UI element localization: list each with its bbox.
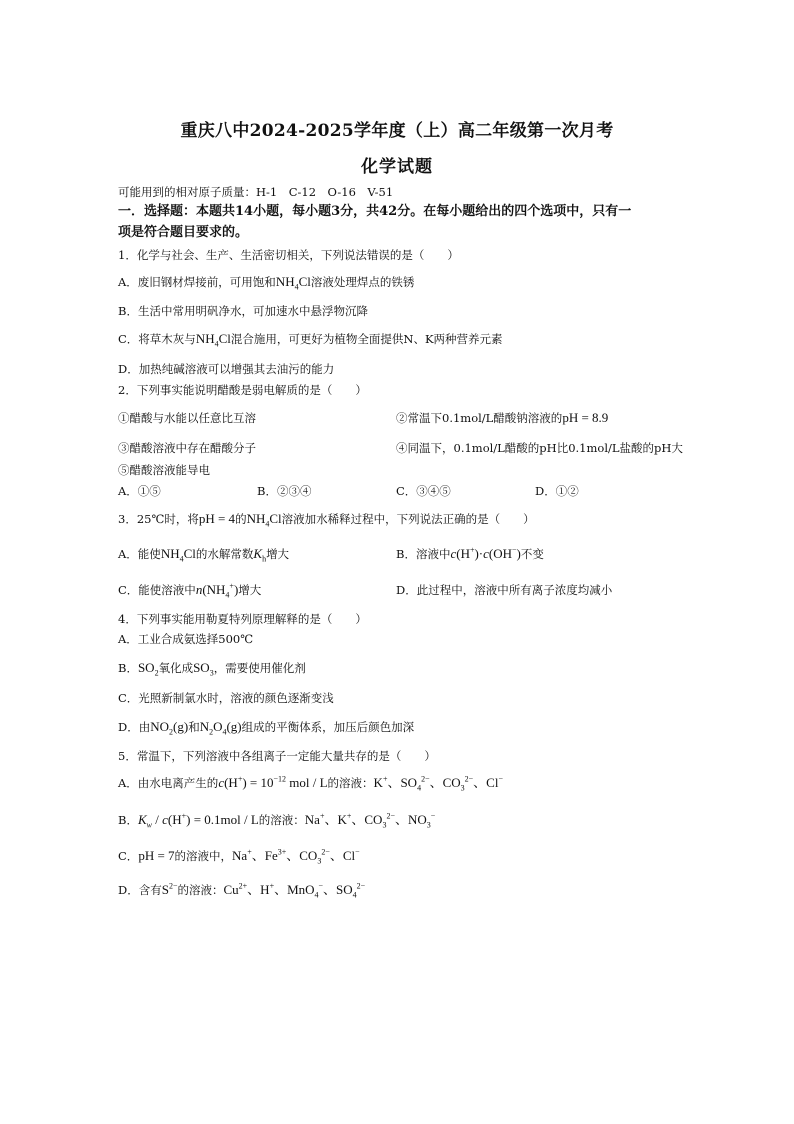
- exam-title: 重庆八中2024-2025学年度（上）高二年级第一次月考: [180, 121, 614, 141]
- q2-option-a: A．①⑤: [118, 484, 161, 498]
- q4-stem: 4．下列事实能用勒夏特列原理解释的是（ ）: [118, 612, 367, 626]
- q3-option-a: A．能使$NH_4Cl$的水解常数$K_h$增大: [118, 546, 290, 564]
- formula-nh4cl: $NH_4Cl$: [246, 511, 282, 529]
- q1-option-d: D．加热纯碱溶液可以增强其去油污的能力: [118, 362, 335, 376]
- section-heading-line2: 项是符合题目要求的。: [118, 225, 249, 240]
- q1-option-a: A．废旧钢材焊接前，可用饱和$NH_4Cl$溶液处理焊点的铁锈: [118, 274, 415, 292]
- q5-option-a: A．由水电离产生的$c(H^+) = 10^{-12}$ mol / L的溶液：K+、$SO_4^{2-}$、$CO_3^{2-}$、Cl−: [118, 774, 503, 793]
- q3-option-c: C．能使溶液中$n(NH_4^+)$增大: [118, 581, 262, 600]
- q5-option-c: C．pH = 7的溶液中，Na+、$Fe^{3+}$、$CO_3^{2-}$、Cl−: [118, 847, 360, 866]
- q2-statement-3: ③醋酸溶液中存在醋酸分子: [118, 441, 256, 455]
- q2-statement-5: ⑤醋酸溶液能导电: [118, 463, 210, 477]
- q3-option-b: B．溶液中c(H+)·c(OH−)不变: [396, 545, 544, 561]
- formula-nh4cl: $NH_4Cl$: [275, 274, 311, 292]
- q2-stem: 2．下列事实能说明醋酸是弱电解质的是（ ）: [118, 383, 367, 397]
- formula-nh4cl: $NH_4Cl$: [160, 546, 196, 564]
- q2-statement-1: ①醋酸与水能以任意比互溶: [118, 411, 256, 425]
- ion-list-a: K+、$SO_4^{2-}$、$CO_3^{2-}$、Cl−: [373, 774, 503, 793]
- q4-option-c: C．光照新制氯水时，溶液的颜色逐渐变浅: [118, 691, 334, 705]
- ion-list-d: $Cu^{2+}$、H+、MnO$_4$−、$SO_4^{2-}$: [223, 881, 366, 900]
- q2-statement-2: ②常温下0.1mol/L醋酸钠溶液的pH = 8.9: [396, 410, 609, 425]
- formula-no2: $NO_2(g)$: [150, 719, 189, 737]
- q3-stem: 3．25℃时，将pH = 4的$NH_4Cl$溶液加水稀释过程中，下列说法正确的是（ ）: [118, 511, 535, 529]
- formula-s2: $S^{2-}$: [161, 881, 178, 897]
- q4-option-a: A．工业合成氨选择500℃: [118, 632, 254, 646]
- q5-stem: 5．常温下，下列溶液中各组离子一定能大量共存的是（ ）: [118, 749, 436, 763]
- q1-stem: 1．化学与社会、生产、生活密切相关，下列说法错误的是（ ）: [118, 248, 459, 262]
- q5-option-b: B．$K_w / c(H^+) = 0.1mol / L$的溶液：Na+、K+、$CO_3^{2-}$、$NO_3^-$: [118, 811, 436, 830]
- atomic-mass-line: 可能用到的相对原子质量：H-1 C-12 O-16 V-51: [118, 185, 394, 199]
- q2-option-d: D．①②: [535, 484, 579, 498]
- formula-kw-ratio: $K_w / c(H^+) = 0.1mol / L$: [137, 811, 259, 830]
- q1-option-b: B．生活中常用明矾净水，可加速水中悬浮物沉降: [118, 304, 368, 318]
- formula-ch-10-12: $c(H^+) = 10^{-12}$ mol / L: [218, 774, 328, 790]
- formula-ion-product: c(H+)·c(OH−): [450, 545, 521, 561]
- ion-list-c: Na+、$Fe^{3+}$、$CO_3^{2-}$、Cl−: [232, 847, 360, 866]
- formula-n-nh4: $n(NH_4^+)$: [195, 581, 239, 600]
- section-heading-line1: 一．选择题：本题共14小题，每小题3分，共42分。在每小题给出的四个选项中，只有一: [118, 204, 632, 219]
- q2-option-c: C．③④⑤: [396, 484, 451, 498]
- subject-title: 化学试题: [361, 157, 433, 177]
- q2-option-b: B．②③④: [257, 484, 312, 498]
- formula-so2: $SO_2$: [137, 660, 159, 678]
- formula-kh: $K_h$: [253, 546, 267, 564]
- q5-option-d: D．含有$S^{2-}$的溶液：$Cu^{2+}$、H+、MnO$_4$−、$SO_4^{2-}$: [118, 881, 366, 900]
- formula-nh4cl: $NH_4Cl$: [195, 331, 231, 349]
- formula-so3: $SO_3$: [193, 660, 214, 678]
- q3-option-d: D．此过程中，溶液中所有离子浓度均减小: [396, 583, 613, 597]
- ion-list-b: Na+、K+、$CO_3^{2-}$、$NO_3^-$: [304, 811, 436, 830]
- q4-option-d: D．由$NO_2(g)$和$N_2O_4(g)$组成的平衡体系，加压后颜色加深: [118, 719, 415, 737]
- q2-statement-4: ④同温下，0.1mol/L醋酸的pH比0.1mol/L盐酸的pH大: [396, 441, 683, 455]
- q4-option-b: B．$SO_2$氧化成$SO_3$，需要使用催化剂: [118, 660, 306, 678]
- formula-n2o4: $N_2O_4(g)$: [199, 719, 242, 737]
- q1-option-c: C．将草木灰与$NH_4Cl$混合施用，可更好为植物全面提供N、K两种营养元素: [118, 331, 503, 349]
